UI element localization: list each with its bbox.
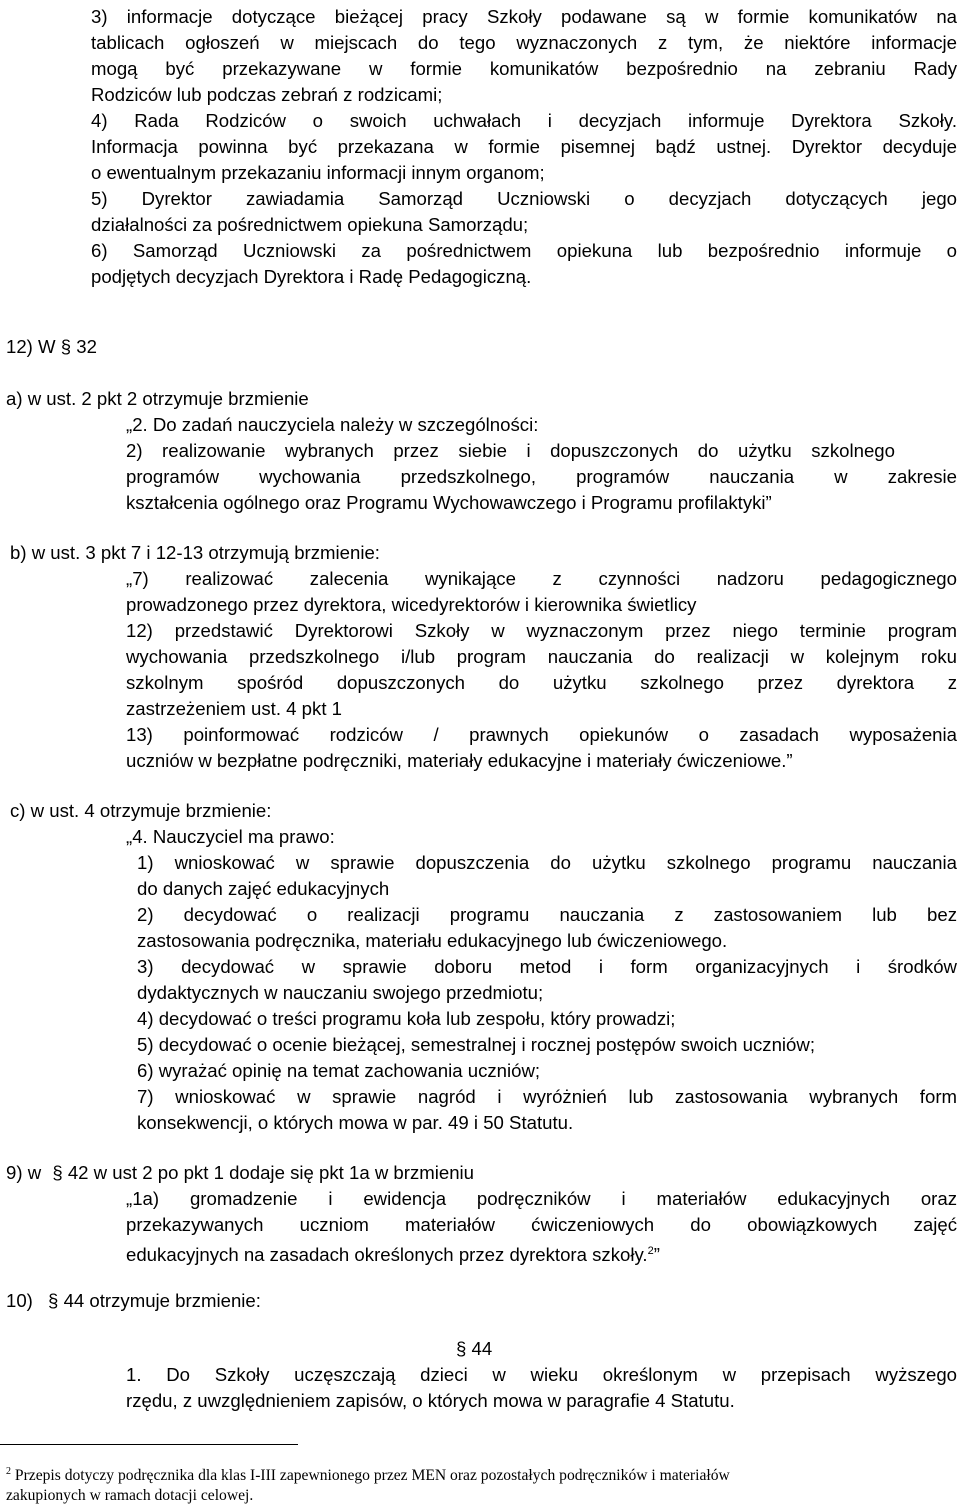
footnote-text: Przepis dotyczy podręcznika dla klas I-III zapewnionego przez MEN oraz pozostałych podręczników i materiałów	[14, 1467, 730, 1484]
text-line: o ewentualnym przekazaniu informacji innym organom;	[91, 162, 545, 183]
text-line: do danych zajęć edukacyjnych	[137, 878, 390, 899]
text-line: wychowania przedszkolnego i/lub program nauczania do realizacji w kolejnym roku	[126, 646, 957, 667]
heading-prefix: 10)	[6, 1290, 33, 1311]
text-content: edukacyjnych na zasadach określonych przez dyrektora szkoły.	[126, 1244, 648, 1265]
text-line: 4) decydować o treści programu koła lub zespołu, który prowadzi;	[137, 1008, 676, 1029]
text-line: „4. Nauczyciel ma prawo:	[126, 826, 335, 847]
text-line: 3) decydować w sprawie doboru metod i form organizacyjnych i środków	[137, 956, 957, 977]
text-line: c) w ust. 4 otrzymuje brzmienie:	[10, 800, 272, 821]
text-line: konsekwencji, o których mowa w par. 49 i 50 Statutu.	[137, 1112, 574, 1133]
section-heading	[6, 336, 97, 358]
text-line: 1. Do Szkoły uczęszczają dzieci w wieku określonym w przepisach wyższego	[126, 1364, 957, 1385]
heading-prefix: 12) W	[6, 336, 56, 357]
text-line: 7) wnioskować w sprawie nagród i wyróżnień lub zastosowania wybranych form	[137, 1086, 957, 1107]
section-heading	[6, 1290, 261, 1312]
text-line: 3) informacje dotyczące bieżącej pracy Szkoły podawane są w formie komunikatów na	[91, 6, 957, 27]
text-line: 6) Samorząd Uczniowski za pośrednictwem opiekuna lub bezpośrednio informuje o	[91, 240, 957, 261]
text-line: przekazywanych uczniom materiałów ćwiczeniowych do obowiązkowych zajęć	[126, 1214, 957, 1235]
section-symbol: §	[48, 1290, 59, 1311]
text-line: Rodziców lub podczas zebrań z rodzicami;	[91, 84, 443, 105]
closing-quote: ”	[653, 1244, 660, 1265]
heading-rest: 42 w ust 2 po pkt 1 dodaje się pkt 1a w brzmieniu	[67, 1162, 475, 1183]
text-line: 6) wyrażać opinię na temat zachowania uczniów;	[137, 1060, 541, 1081]
section-symbol: §	[60, 336, 72, 357]
footnote-divider	[0, 1444, 298, 1445]
text-line: podjętych decyzjach Dyrektora i Radę Pedagogiczną.	[91, 266, 532, 287]
text-line: a) w ust. 2 pkt 2 otrzymuje brzmienie	[6, 388, 309, 409]
section-symbol: §	[456, 1338, 467, 1359]
text-line: programów wychowania przedszkolnego, programów nauczania w zakresie	[126, 466, 957, 487]
text-line: 2) decydować o realizacji programu nauczania z zastosowaniem lub bez	[137, 904, 957, 925]
text-line: 1) wnioskować w sprawie dopuszczenia do użytku szkolnego programu nauczania	[137, 852, 957, 873]
section-heading	[6, 1162, 474, 1184]
text-line: 12) przedstawić Dyrektorowi Szkoły w wyznaczonym przez niego terminie program	[126, 620, 957, 641]
text-line	[126, 1240, 660, 1266]
footnote-line	[6, 1462, 730, 1485]
footnote-line: zakupionych w ramach dotacji celowej.	[6, 1487, 254, 1504]
text-line: 4) Rada Rodziców o swoich uchwałach i decyzjach informuje Dyrektora Szkoły.	[91, 110, 957, 131]
text-line: Informacja powinna być przekazana w formie pisemnej bądź ustnej. Dyrektor decyduje	[91, 136, 957, 157]
paragraph-heading	[456, 1338, 492, 1360]
heading-rest: 44 otrzymuje brzmienie:	[63, 1290, 261, 1311]
text-line: zastrzeżeniem ust. 4 pkt 1	[126, 698, 342, 719]
text-line: zastosowania podręcznika, materiału edukacyjnego lub ćwiczeniowego.	[137, 930, 728, 951]
text-line: 5) decydować o ocenie bieżącej, semestralnej i rocznej postępów swoich uczniów;	[137, 1034, 815, 1055]
footnote-ref[interactable]: 2	[647, 1245, 654, 1257]
paragraph-number: 44	[471, 1338, 493, 1359]
text-line: b) w ust. 3 pkt 7 i 12-13 otrzymują brzmienie:	[10, 542, 380, 563]
heading-prefix: 9) w	[6, 1162, 42, 1183]
text-line: tablicach ogłoszeń w miejscach do tego wyznaczonych z tym, że niektóre informacje	[91, 32, 957, 53]
text-line: kształcenia ogólnego oraz Programu Wychowawczego i Programu profilaktyki”	[126, 492, 772, 513]
text-line: 13) poinformować rodziców / prawnych opiekunów o zasadach wyposażenia	[126, 724, 957, 745]
text-line: „7) realizować zalecenia wynikające z czynności nadzoru pedagogicznego	[126, 568, 957, 589]
text-line: rzędu, z uwzględnieniem zapisów, o których mowa w paragrafie 4 Statutu.	[126, 1390, 735, 1411]
text-line: uczniów w bezpłatne podręczniki, materiały edukacyjne i materiały ćwiczeniowe.”	[126, 750, 793, 771]
footnote-number: 2	[6, 1466, 11, 1477]
text-line: szkolnym spośród dopuszczonych do użytku szkolnego przez dyrektora z	[126, 672, 957, 693]
text-line: „2. Do zadań nauczyciela należy w szczególności:	[126, 414, 539, 435]
text-line: prowadzonego przez dyrektora, wicedyrektorów i kierownika świetlicy	[126, 594, 697, 615]
text-line: dydaktycznych w nauczaniu swojego przedmiotu;	[137, 982, 544, 1003]
section-symbol: §	[52, 1162, 63, 1183]
text-line: 2) realizowanie wybranych przez siebie i dopuszczonych do użytku szkolnego	[126, 440, 895, 461]
text-line: działalności za pośrednictwem opiekuna Samorządu;	[91, 214, 529, 235]
text-line: mogą być przekazywane w formie komunikatów bezpośrednio na zebraniu Rady	[91, 58, 957, 79]
heading-number: 32	[76, 336, 97, 357]
text-line: 5) Dyrektor zawiadamia Samorząd Uczniowski o decyzjach dotyczących jego	[91, 188, 957, 209]
text-line: „1a) gromadzenie i ewidencja podręczników i materiałów edukacyjnych oraz	[126, 1188, 957, 1209]
